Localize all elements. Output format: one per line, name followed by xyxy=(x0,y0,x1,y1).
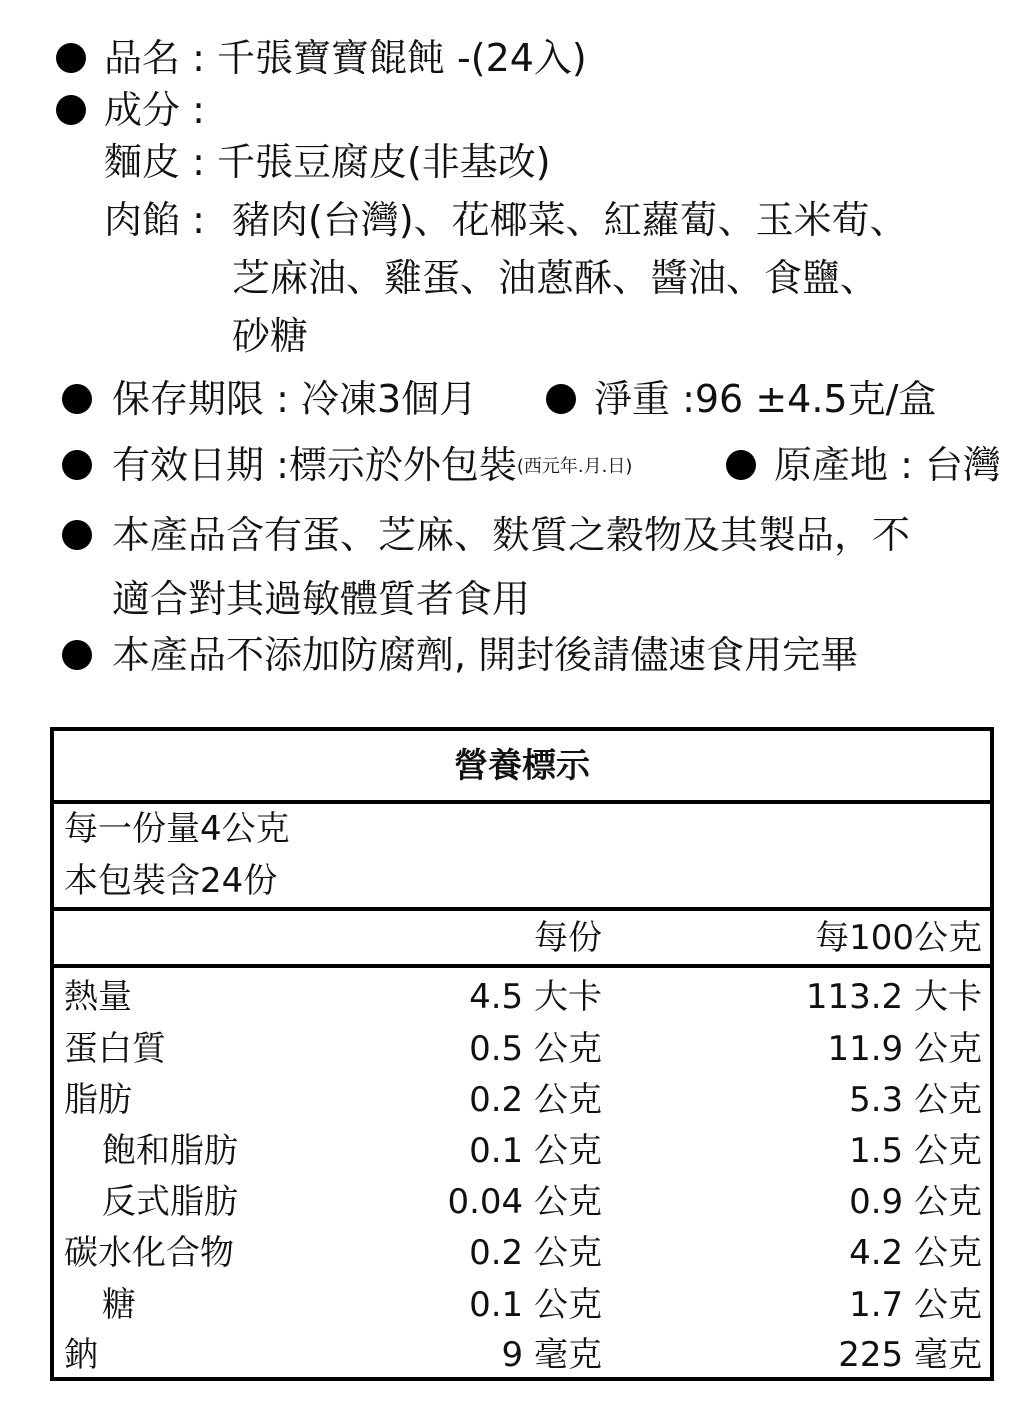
nutrient-per-serving: 0.2 公克 xyxy=(469,1233,602,1273)
nutrient-row xyxy=(54,1176,990,1228)
divider xyxy=(54,907,990,911)
bullet-icon xyxy=(56,95,86,125)
ingredients-label: 成分 : xyxy=(104,88,205,132)
shelf-life: 保存期限 : 冷凍3個月 xyxy=(112,377,478,421)
bullet-icon xyxy=(546,384,576,414)
header-per-serving: 每份 xyxy=(534,918,602,958)
origin: 原產地 : 台灣 xyxy=(774,443,1001,487)
product-name: 品名 : 千張寶寶餛飩 -(24入) xyxy=(104,36,587,80)
expiry-date xyxy=(112,443,632,489)
nutrient-name: 反式脂肪 xyxy=(102,1182,238,1222)
bullet-icon xyxy=(726,450,756,480)
nutrient-per-serving: 4.5 大卡 xyxy=(469,977,602,1017)
servings-per-pack: 本包裝含24份 xyxy=(64,861,278,901)
bullet-icon xyxy=(62,450,92,480)
expiry-text: 有效日期 :標示於外包裝 xyxy=(112,443,517,487)
expiry-note: (西元年.月.日) xyxy=(516,456,633,477)
nutrient-per-100g: 4.2 公克 xyxy=(849,1233,982,1273)
filling-line-2: 芝麻油、雞蛋、油蔥酥、醬油、食鹽、 xyxy=(232,256,879,300)
allergen-line-2: 適合對其過敏體質者食用 xyxy=(112,577,531,621)
nutrient-per-serving: 0.5 公克 xyxy=(469,1029,602,1069)
nutrient-row xyxy=(54,1125,990,1177)
nutrient-per-serving: 9 毫克 xyxy=(501,1335,602,1375)
nutrient-row xyxy=(54,1279,990,1331)
nutrient-name: 脂肪 xyxy=(64,1080,132,1120)
nutrient-row xyxy=(54,1074,990,1126)
nutrient-name: 鈉 xyxy=(64,1335,98,1375)
nutrient-per-serving: 0.1 公克 xyxy=(469,1131,602,1171)
divider xyxy=(54,800,990,804)
nutrient-name: 糖 xyxy=(102,1285,136,1325)
nutrient-per-100g: 225 毫克 xyxy=(838,1335,982,1375)
nutrient-per-serving: 0.04 公克 xyxy=(447,1182,602,1222)
nutrient-row xyxy=(54,1227,990,1279)
allergen-line-1: 本產品含有蛋、芝麻、麩質之穀物及其製品，不 xyxy=(112,513,911,557)
nutrient-per-100g: 1.7 公克 xyxy=(849,1285,982,1325)
nutrient-per-100g: 113.2 大卡 xyxy=(805,977,982,1017)
nutrient-per-100g: 1.5 公克 xyxy=(849,1131,982,1171)
bullet-icon xyxy=(62,520,92,550)
nutrient-per-100g: 11.9 公克 xyxy=(827,1029,982,1069)
bullet-icon xyxy=(62,640,92,670)
nutrition-table xyxy=(50,727,994,1381)
divider xyxy=(54,964,990,968)
nutrient-per-100g: 0.9 公克 xyxy=(849,1182,982,1222)
bullet-icon xyxy=(56,43,86,73)
nutrient-per-serving: 0.2 公克 xyxy=(469,1080,602,1120)
nutrient-name: 熱量 xyxy=(64,977,132,1017)
nutrient-row xyxy=(54,1329,990,1381)
filling-label: 肉餡 : xyxy=(104,198,205,242)
nutrient-name: 蛋白質 xyxy=(64,1029,166,1069)
nutrition-title: 營養標示 xyxy=(454,746,590,786)
wrapper-ingredient: 麵皮 : 千張豆腐皮(非基改) xyxy=(104,140,551,184)
net-weight: 淨重 :96 ±4.5克/盒 xyxy=(594,377,937,421)
nutrient-name: 飽和脂肪 xyxy=(102,1131,238,1171)
filling-line-3: 砂糖 xyxy=(232,314,309,358)
nutrient-row xyxy=(54,971,990,1023)
nutrient-row xyxy=(54,1023,990,1075)
nutrient-per-serving: 0.1 公克 xyxy=(469,1285,602,1325)
filling-line-1: 豬肉(台灣)、花椰菜、紅蘿蔔、玉米荀、 xyxy=(232,198,908,242)
serving-size: 每一份量4公克 xyxy=(64,809,290,849)
nutrient-name: 碳水化合物 xyxy=(64,1233,234,1273)
nutrient-per-100g: 5.3 公克 xyxy=(849,1080,982,1120)
bullet-icon xyxy=(62,384,92,414)
header-per-100g: 每100公克 xyxy=(815,918,982,958)
preservative-note: 本產品不添加防腐劑, 開封後請儘速食用完畢 xyxy=(112,633,859,677)
